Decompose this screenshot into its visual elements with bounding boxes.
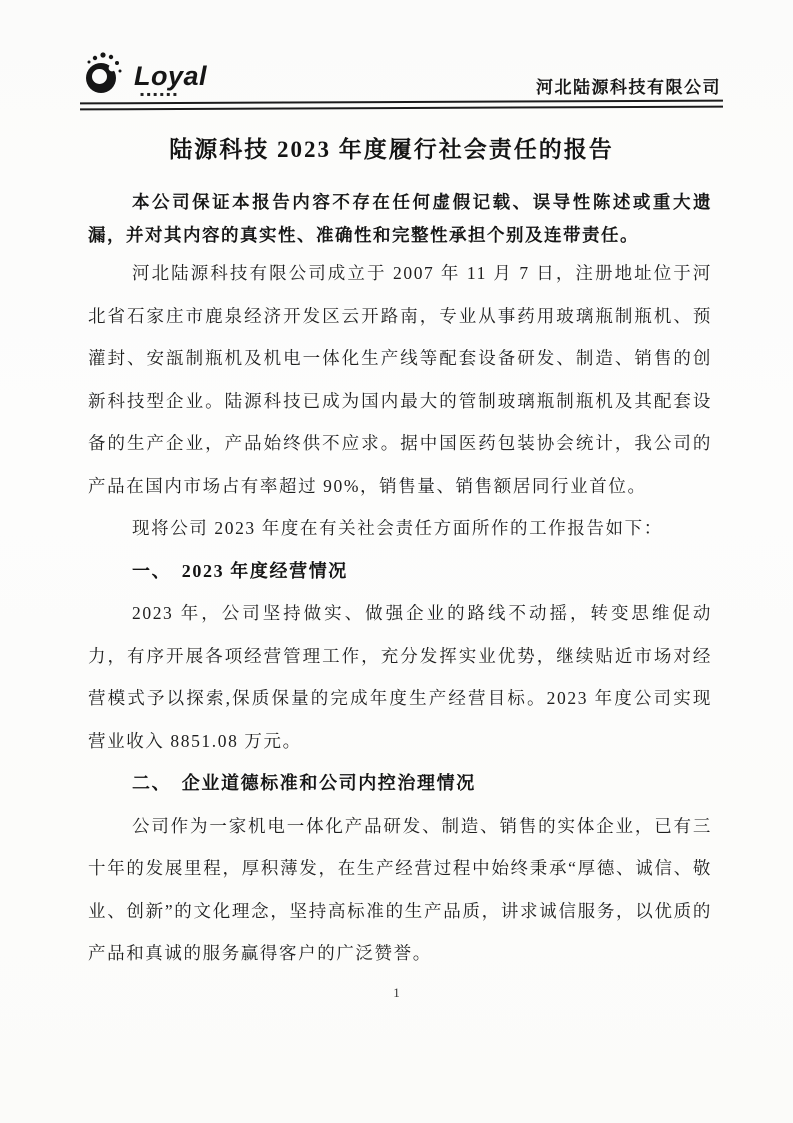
company-logo [82, 49, 207, 104]
logo-wordmark [134, 63, 207, 98]
disclaimer-paragraph: 本公司保证本报告内容不存在任何虚假记载、误导性陈述或重大遗漏，并对其内容的真实性、准确性和完整性承担个别及连带责任。 [88, 192, 712, 245]
section-1-paragraph: 2023 年，公司坚持做实、做强企业的路线不动摇，转变思维促动力，有序开展各项经营管理工作，充分发挥实业优势，继续贴近市场对经营模式予以探索,保质保量的完成年度生产经营目标。2023 年度公司实现营业收入 8851.08 万元。 [88, 603, 712, 751]
header-divider [80, 100, 723, 111]
document-body [88, 252, 712, 975]
lead-in-paragraph: 现将公司 2023 年度在有关社会责任方面所作的工作报告如下： [132, 518, 663, 538]
header-company-name: 河北陆源科技有限公司 [536, 78, 721, 97]
page-number: 1 [393, 985, 400, 1000]
logo-subtext: ▪▪▪▪▪▪ [140, 91, 180, 98]
document-title: 陆源科技 2023 年度履行社会责任的报告 [169, 137, 614, 162]
section-2-paragraph: 公司作为一家机电一体化产品研发、制造、销售的实体企业，已有三十年的发展里程，厚积薄发，在生产经营过程中始终秉承“厚德、诚信、敬业、创新”的文化理念，坚持高标准的生产品质，讲求诚信服务，以优质的产品和真诚的服务赢得客户的广泛赞誉。 [88, 815, 712, 963]
section-2-heading: 二、 企业道德标准和公司内控治理情况 [132, 773, 476, 793]
loyal-ring-icon [82, 49, 130, 104]
company-intro-paragraph: 河北陆源科技有限公司成立于 2007 年 11 月 7 日，注册地址位于河北省石家庄市鹿泉经济开发区云开路南，专业从事药用玻璃瓶制瓶机、预灌封、安瓿制瓶机及机电一体化生产线等配套设备研发、制造、销售的创新科技型企业。陆源科技已成为国内最大的管制玻璃瓶制瓶机及其配套设备的生产企业，产品始终供不应求。据中国医药包装协会统计，我公司的产品在国内市场占有率超过 90%，销售量、销售额居同行业首位。 [88, 263, 712, 496]
page-header [82, 48, 721, 100]
logo-brand-text: Loyal [134, 61, 208, 91]
section-1-heading: 一、 2023 年度经营情况 [132, 560, 348, 581]
